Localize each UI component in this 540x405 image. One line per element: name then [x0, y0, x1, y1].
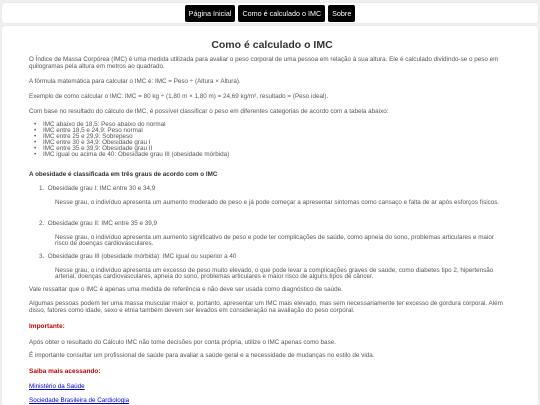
imc-categories-list	[29, 122, 515, 159]
important-paragraph-2: É importante consultar um profissional de saúde para avaliar a saúde geral e a necessidade de mudanças no estilo de vida.	[29, 352, 375, 359]
intro-paragraph: O Índice de Massa Corpórea (IMC) é uma medida utilizada para avaliar o peso corporal de uma pessoa em relação à sua altura. Ele é calculado dividindo-se o peso em quilogramas pela altura em metros ao quadrado.	[29, 56, 499, 71]
list-item: • IMC entre 25 e 29,9: Sobrepeso	[29, 134, 515, 140]
grade-description: Nesse grau, o indivíduo apresenta um aumento significativo de peso e pode ter complicações de saúde, como apneia do sono, problemas articulares e maior risco de doenças cardiovasculares.	[55, 234, 494, 248]
formula-paragraph: A fórmula matemática para calcular o IMC é: IMC = Peso ÷ (Altura × Altura).	[29, 78, 241, 85]
obesity-grade-3	[39, 253, 505, 280]
grade-number: 1.	[39, 185, 48, 192]
table-intro-paragraph: Com base no resultado do cálculo de IMC, é possível classificar o peso em diferentes categorias de acordo com a tabela abaixo:	[29, 108, 389, 115]
muscle-mass-note: Algumas pessoas podem ter uma massa muscular maior e, portanto, apresentar um IMC mais elevado, mas sem necessariamente ter excesso de gordura corporal. Além disso, fatores como idade, sexo e etnia também devem ser levados em consideração na avaliação do peso corporal.	[29, 300, 503, 315]
list-item: • IMC entre 35 e 39,9: Obesidade grau II	[29, 146, 515, 152]
obesity-heading: A obesidade é classificada em três graus de acordo com o IMC	[29, 171, 218, 178]
grade-title: Obesidade grau III (obesidade mórbida): IMC igual ou superior a 40	[47, 253, 237, 260]
link-sociedade-cardiologia[interactable]: Sociedade Brasileira de Cardiologia	[29, 397, 130, 404]
example-paragraph: Exemplo de como calcular o IMC: IMC = 80 kg ÷ (1,80 m × 1,80 m) = 24,69 kg/m², resultado = (Peso ideal).	[29, 93, 329, 100]
list-item: • IMC entre 30 e 34,9: Obesidade grau I	[29, 140, 515, 146]
grade-title: Obesidade grau II: IMC entre 35 e 39,9	[47, 220, 157, 227]
reference-note: Vale ressaltar que o IMC é apenas uma medida de referência e não deve ser usada como diagnóstico de saúde.	[29, 286, 343, 293]
page-title: Como é calculado o IMC	[211, 39, 333, 51]
link-ministerio-saude[interactable]: Ministério da Saúde	[29, 383, 85, 390]
list-item: • IMC igual ou acima de 40: Obesidade grau III (obesidade mórbida)	[29, 152, 515, 158]
important-paragraph-1: Após obter o resultado do Cálculo IMC não tome decisões por conta própria, utilize o IMC apenas como base.	[29, 339, 336, 346]
nav-how-imc-calculated-button[interactable]: Como é calculado o IMC	[238, 5, 325, 22]
important-heading: Importante:	[29, 323, 65, 330]
nav-home-button[interactable]: Página Inicial	[185, 5, 236, 22]
list-item: • IMC entre 18,5 e 24,9: Peso normal	[29, 128, 515, 134]
learn-more-heading: Saiba mais acessando:	[29, 368, 101, 375]
grade-description: Nesse grau, o indivíduo apresenta um aumento moderado de peso e já pode começar a apresentar sintomas como cansaço e falta de ar após esforços físicos.	[55, 199, 500, 206]
obesity-grade-1	[39, 185, 505, 206]
grade-description: Nesse grau, o indivíduo apresenta um excesso de peso muito elevado, o que pode levar a complicações graves de saúde, como diabetes tipo 2, hipertensão arterial, doenças cardiovasculares, apneia do sono, problemas articulares e maior risco de alguns tipos de câncer.	[55, 267, 494, 281]
grade-number: 2.	[39, 220, 48, 227]
grade-title: Obesidade grau I: IMC entre 30 e 34,9	[47, 185, 156, 192]
content-card	[2, 26, 538, 405]
grade-number: 3.	[39, 253, 48, 260]
nav-about-button[interactable]: Sobre	[328, 5, 355, 22]
obesity-grade-2	[39, 220, 505, 247]
top-navigation	[2, 3, 538, 23]
list-item: • IMC abaixo de 18,5: Peso abaixo do normal	[29, 122, 515, 128]
